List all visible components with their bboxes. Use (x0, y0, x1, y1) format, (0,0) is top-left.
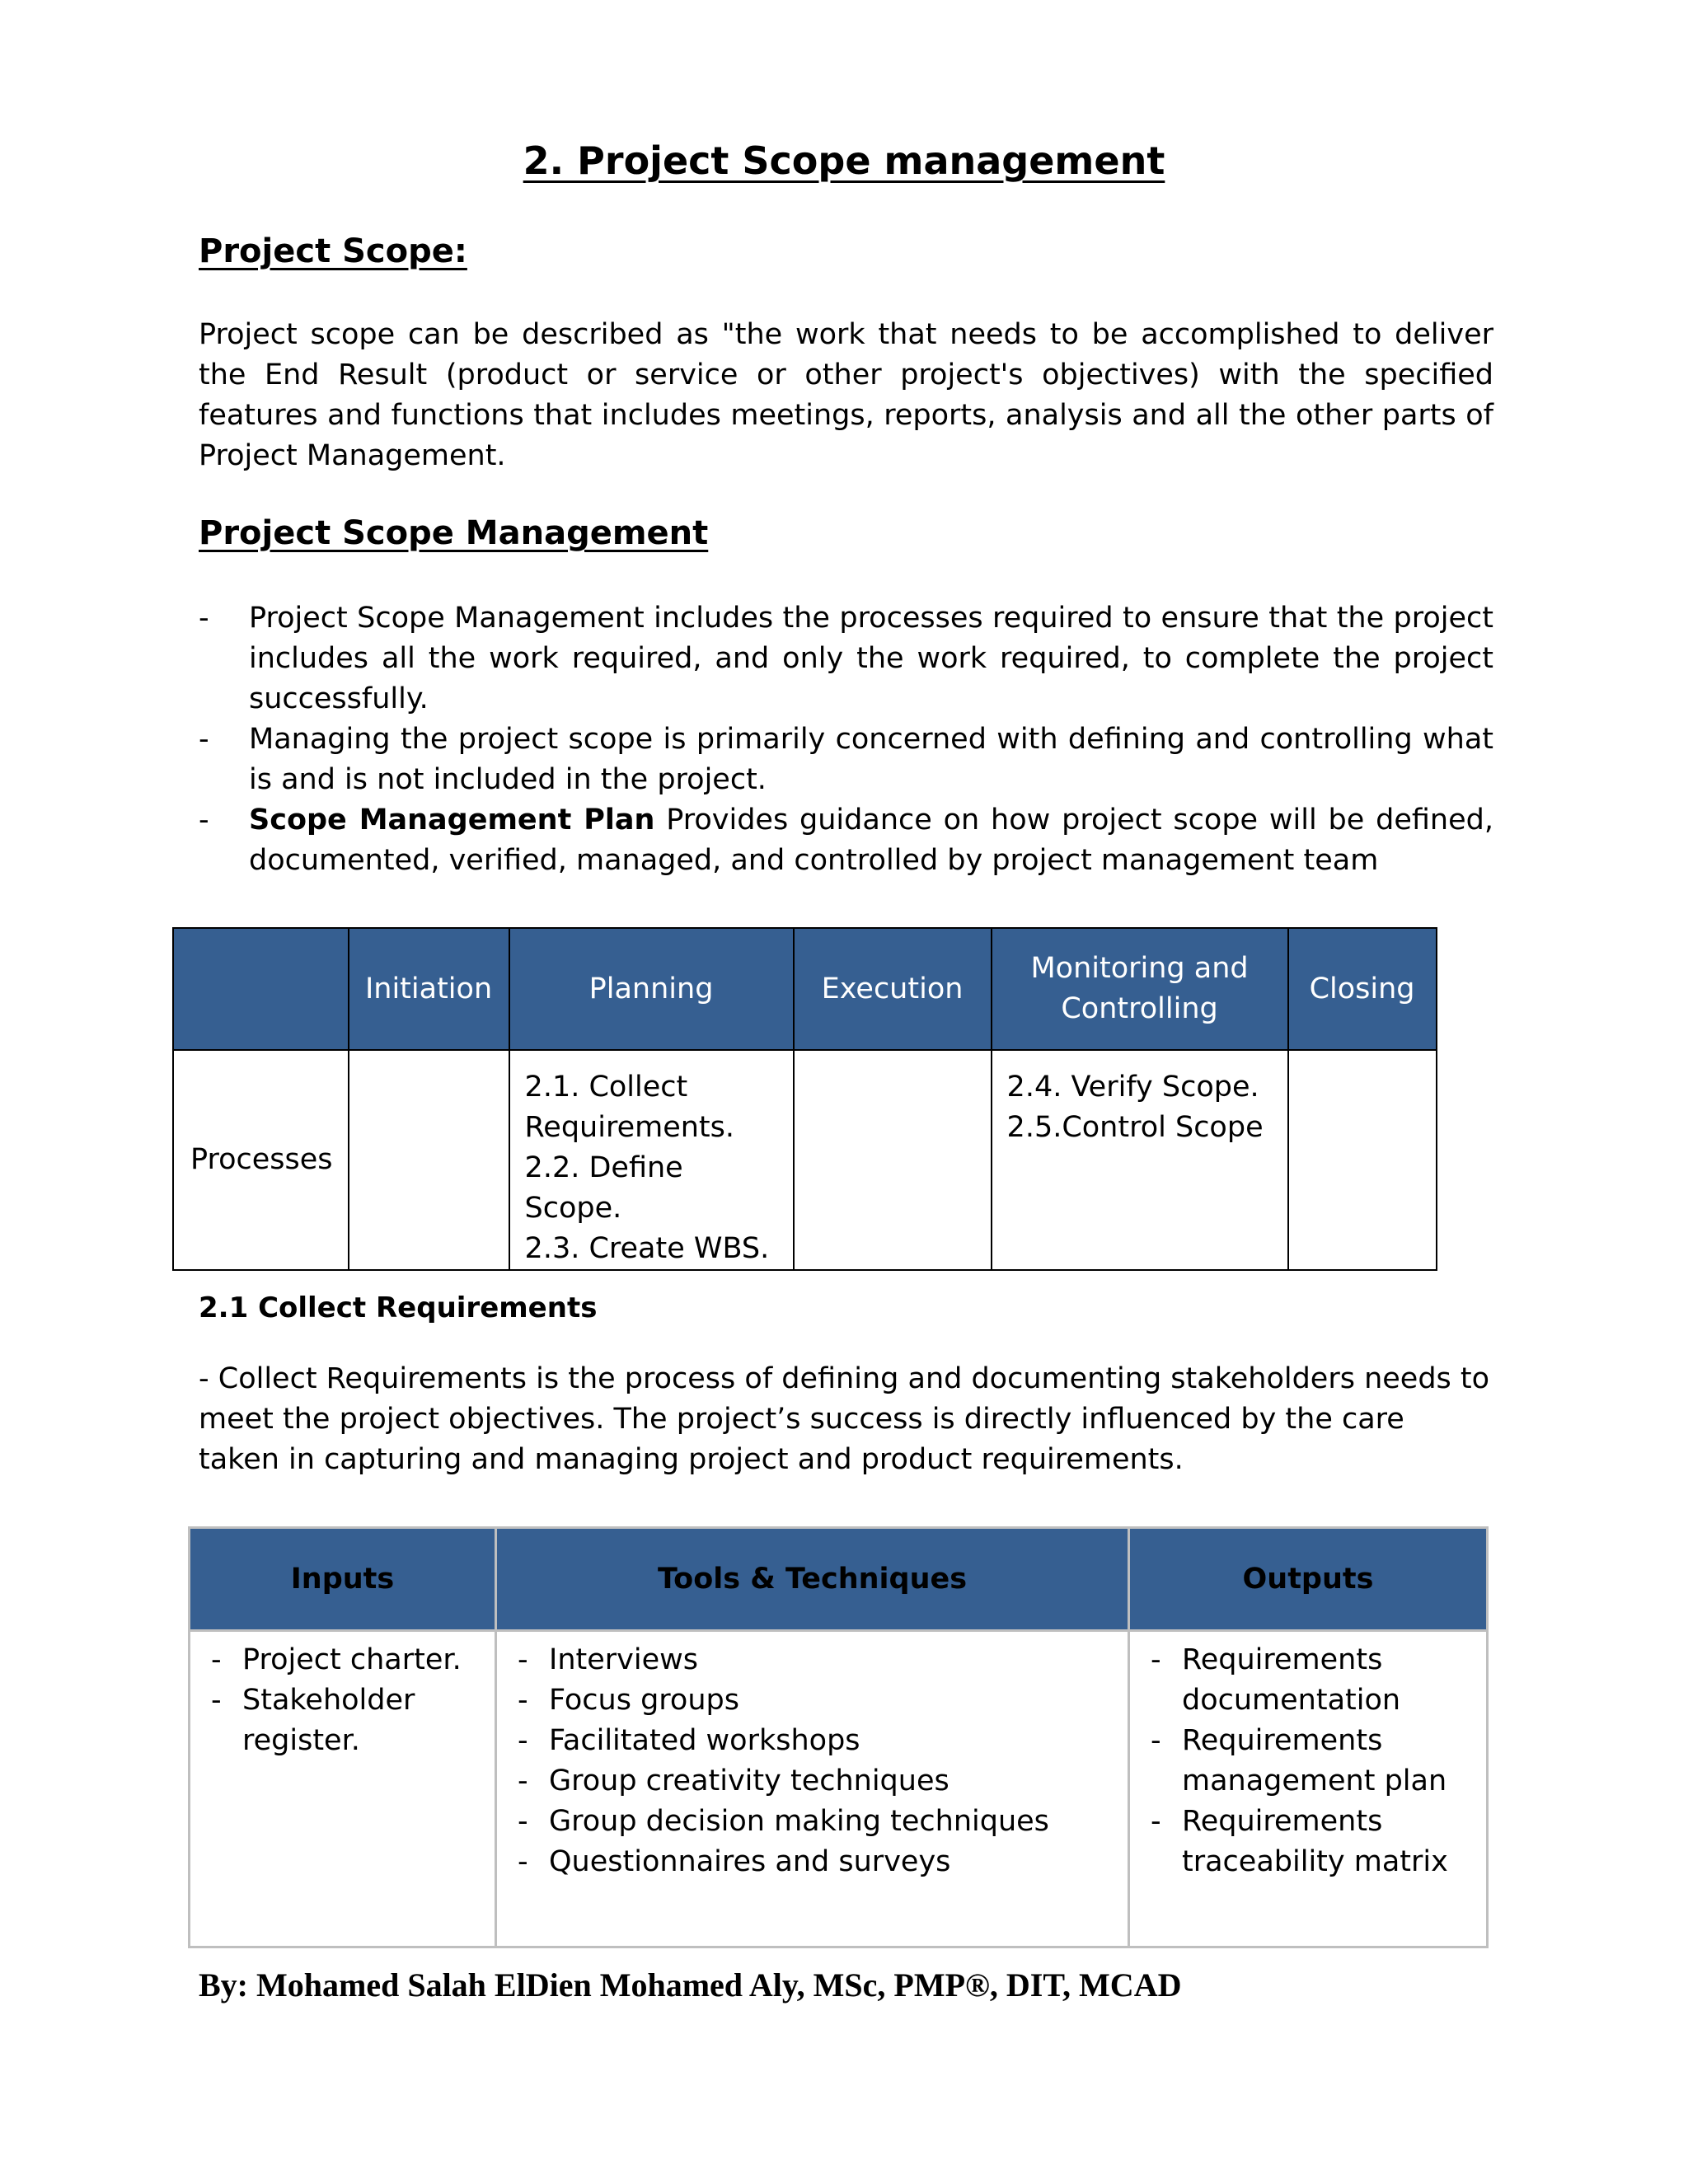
monitoring-cell (992, 1050, 1288, 1270)
planning-item: 2.3. Create WBS. (524, 1232, 770, 1265)
collect-requirements-paragraph: - Collect Requirements is the process of defining and documenting stakeholders needs to meet the project objectives. The project’s success is directly influenced by the care taken in capturing and managing project and product requirements. (199, 1362, 1490, 1476)
author-credit: By: Mohamed Salah ElDien Mohamed Aly, MSc, PMP®, DIT, MCAD (199, 1966, 1182, 2004)
planning-item: 2.1. Collect Requirements. (524, 1071, 734, 1144)
monitoring-item: 2.5.Control Scope (1006, 1111, 1264, 1144)
initiation-cell (349, 1050, 509, 1270)
header-empty-cell (173, 928, 349, 1050)
list-item: - Focus groups (518, 1684, 739, 1717)
table-row (190, 1631, 1488, 1947)
list-item: - Group creativity techniques (518, 1765, 950, 1797)
psm-bullet-2: - Managing the project scope is primarily concerned with defining and controlling what is and is not included in the project. (199, 723, 1493, 796)
header-closing: Closing (1288, 928, 1437, 1050)
list-item: - Project charter. (211, 1643, 462, 1676)
list-item: - Requirements management plan (1151, 1724, 1447, 1797)
monitoring-item: 2.4. Verify Scope. (1006, 1071, 1259, 1104)
itto-header-row (190, 1528, 1488, 1631)
header-planning: Planning (509, 928, 794, 1050)
list-item: - Requirements traceability matrix (1151, 1805, 1448, 1878)
planning-item: 2.2. Define Scope. (524, 1151, 683, 1225)
psm-bullet-3: - Scope Management Plan Provides guidance on how project scope will be defined, documented, verified, managed, and controlled by project management team (199, 804, 1493, 877)
project-scope-heading: Project Scope: (199, 232, 467, 270)
outputs-cell (1129, 1631, 1488, 1947)
page-title: 2. Project Scope management (523, 138, 1165, 183)
process-groups-table (172, 927, 1437, 1271)
list-item: - Interviews (518, 1643, 698, 1676)
table-row (173, 1050, 1437, 1270)
collect-requirements-heading: 2.1 Collect Requirements (199, 1291, 598, 1324)
project-scope-management-heading: Project Scope Management (199, 514, 709, 552)
psm-bullet-list (199, 598, 1493, 881)
itto-table (188, 1526, 1489, 1948)
list-item: - Requirements documentation (1151, 1643, 1401, 1717)
planning-cell (509, 1050, 794, 1270)
process-table-header-row (173, 928, 1437, 1050)
list-item: - Stakeholder register. (211, 1684, 415, 1757)
list-item: - Questionnaires and surveys (518, 1845, 951, 1878)
header-monitoring-controlling: Monitoring and Controlling (992, 928, 1288, 1050)
inputs-cell (190, 1631, 496, 1947)
list-item: - Facilitated workshops (518, 1724, 860, 1757)
header-initiation: Initiation (349, 928, 509, 1050)
execution-cell (794, 1050, 992, 1270)
header-inputs: Inputs (190, 1528, 496, 1631)
psm-bullet-1: - Project Scope Management includes the processes required to ensure that the project includes all the work required, and only the work required, to complete the project successfully. (199, 602, 1493, 715)
project-scope-paragraph: Project scope can be described as "the work that needs to be accomplished to deliver the End Result (product or service or other project's objectives) with the specified features and functions that includes meetings, reports, analysis and all the other parts of Project Management. (199, 318, 1493, 472)
header-outputs: Outputs (1129, 1528, 1488, 1631)
closing-cell (1288, 1050, 1437, 1270)
header-execution: Execution (794, 928, 992, 1050)
row-label-processes: Processes (173, 1050, 349, 1270)
tools-cell (496, 1631, 1129, 1947)
header-tools-techniques: Tools & Techniques (496, 1528, 1129, 1631)
list-item: - Group decision making techniques (518, 1805, 1049, 1838)
scope-management-plan-term: Scope Management Plan (249, 804, 655, 837)
